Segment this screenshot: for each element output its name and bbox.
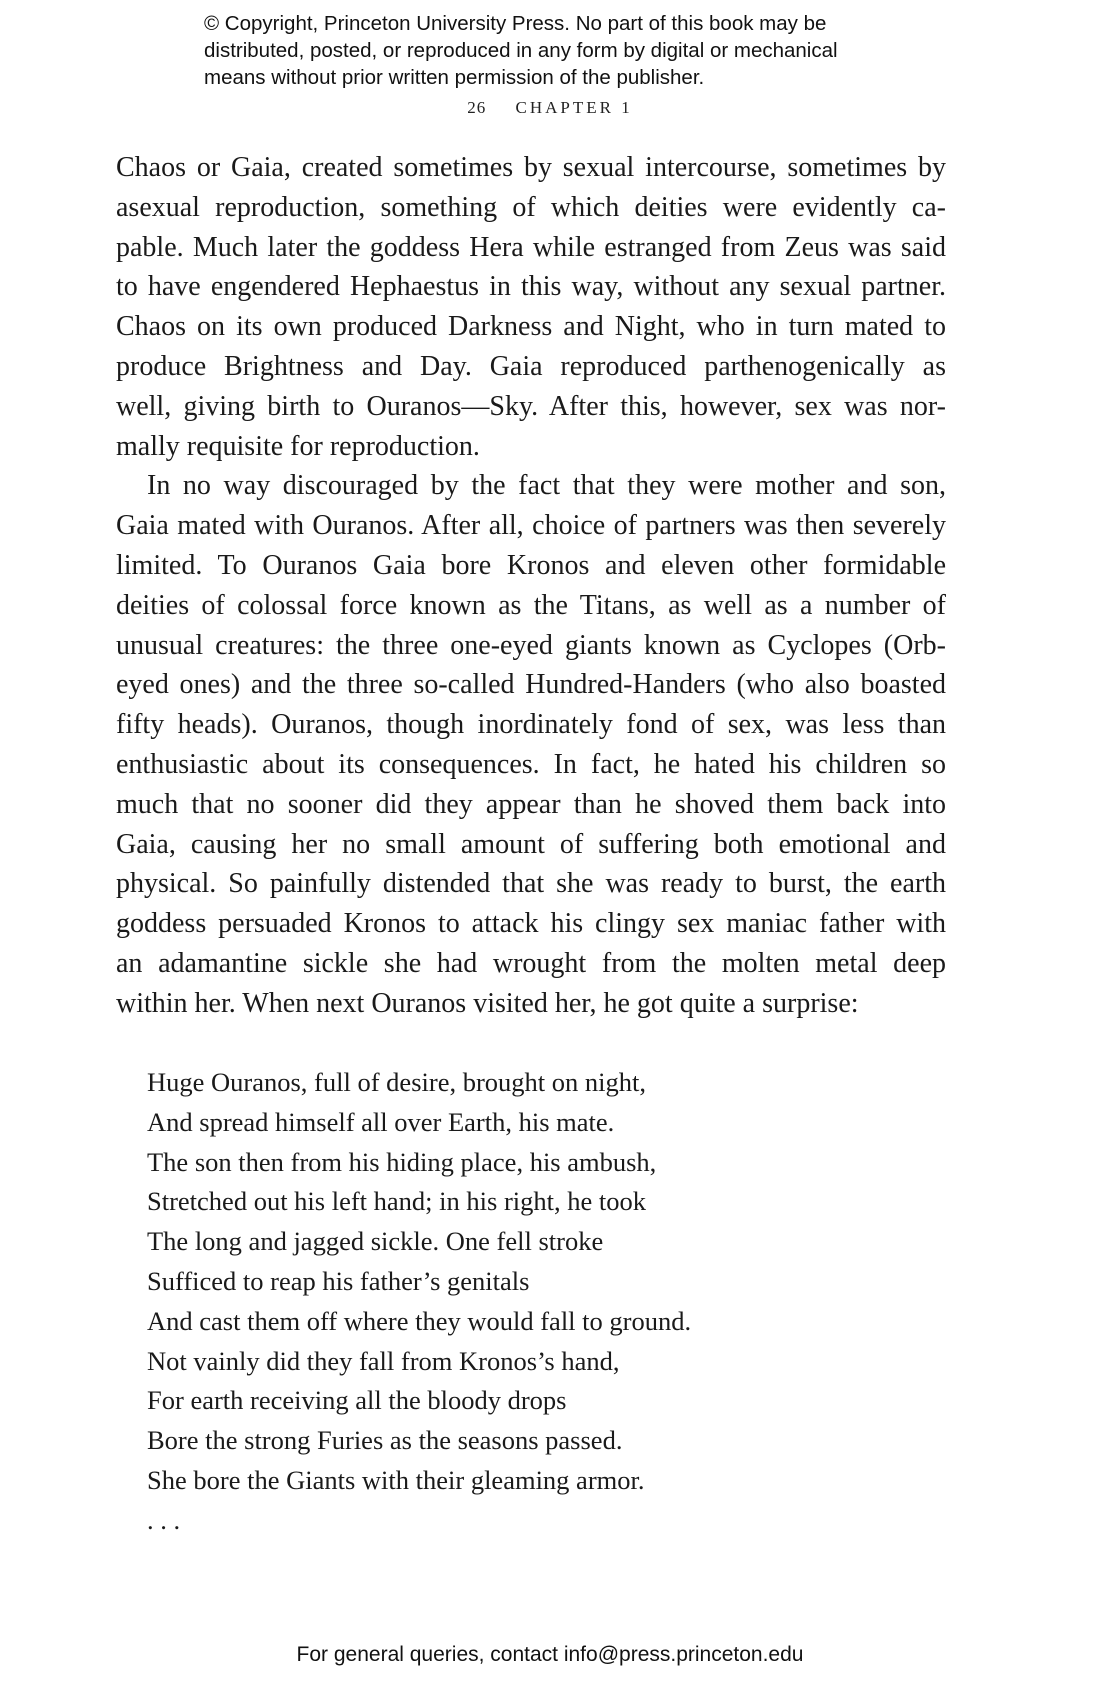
verse-line: Stretched out his left hand; in his right, he took [147,1186,647,1217]
paragraph-2-line: limited. To Ouranos Gaia bore Kronos and eleven other formidable [116,549,946,581]
verse-line: She bore the Giants with their gleaming armor. [147,1464,645,1495]
paragraph-2-line: an adamantine sickle she had wrought from the molten metal deep [116,947,946,979]
paragraph-2-line: Gaia, causing her no small amount of suffering both emotional and [116,828,946,860]
verse-line: Not vainly did they fall from Kronos’s hand, [147,1345,620,1376]
paragraph-2-line: goddess persuaded Kronos to attack his clingy sex maniac father with [116,908,946,940]
verse-line: For earth receiving all the bloody drops [147,1385,567,1416]
verse-ellipsis: . . . [147,1504,181,1535]
paragraph-1-line: to have engendered Hephaestus in this way, without any sexual partner. [116,271,946,303]
chapter-label: CHAPTER 1 [515,98,633,117]
verse-line: And spread himself all over Earth, his mate. [147,1106,615,1137]
body-text [116,148,946,1024]
copyright-line: means without prior written permission of the publisher. [204,66,705,89]
verse-line: The son then from his hiding place, his ambush, [147,1146,657,1177]
copyright-notice [204,10,924,91]
paragraph-1-line: asexual reproduction, something of which deities were evidently ca- [116,191,946,223]
paragraph-1-line: pable. Much later the goddess Hera while estranged from Zeus was said [116,231,946,263]
paragraph-2-line: unusual creatures: the three one-eyed giants known as Cyclopes (Orb- [116,629,946,661]
paragraph-2-line: eyed ones) and the three so-called Hundred-Handers (who also boasted [116,669,946,701]
verse-line: Huge Ouranos, full of desire, brought on night, [147,1067,646,1097]
paragraph-1-line: produce Brightness and Day. Gaia reproduced parthenogenically as [116,350,946,382]
paragraph-2-line: fifty heads). Ouranos, though inordinately fond of sex, was less than [116,709,946,741]
paragraph-2-line: within her. When next Ouranos visited her, he got quite a surprise: [116,987,859,1019]
paragraph-2-line: much that no sooner did they appear than he shoved them back into [116,788,946,820]
verse-line: And cast them off where they would fall to ground. [147,1305,692,1336]
verse-line: Sufficed to reap his father’s genitals [147,1265,530,1296]
paragraph-2-line: Gaia mated with Ouranos. After all, choice of partners was then severely [116,510,946,542]
copyright-line: distributed, posted, or reproduced in any form by digital or mechanical [204,39,838,62]
paragraph-2-line: deities of colossal force known as the Titans, as well as a number of [116,589,946,621]
paragraph-1-line: Chaos or Gaia, created sometimes by sexual intercourse, sometimes by [116,152,946,183]
verse-quotation [147,1063,691,1541]
running-head [0,98,1100,118]
paragraph-2-line: enthusiastic about its consequences. In fact, he hated his children so [116,748,946,780]
paragraph-2-line: In no way discouraged by the fact that they were mother and son, [147,470,946,502]
verse-line: Bore the strong Furies as the seasons passed. [147,1425,623,1456]
page-number: 26 [467,98,487,117]
verse-line: The long and jagged sickle. One fell stroke [147,1226,604,1257]
copyright-line: © Copyright, Princeton University Press. No part of this book may be [204,12,827,35]
paragraph-1-line: mally requisite for reproduction. [116,430,480,462]
paragraph-2-line: physical. So painfully distended that she was ready to burst, the earth [116,868,946,900]
paragraph-1-line: well, giving birth to Ouranos—Sky. After this, however, sex was nor- [116,390,946,422]
footer-contact: For general queries, contact info@press.princeton.edu [296,1643,804,1666]
paragraph-1-line: Chaos on its own produced Darkness and Night, who in turn mated to [116,311,946,343]
